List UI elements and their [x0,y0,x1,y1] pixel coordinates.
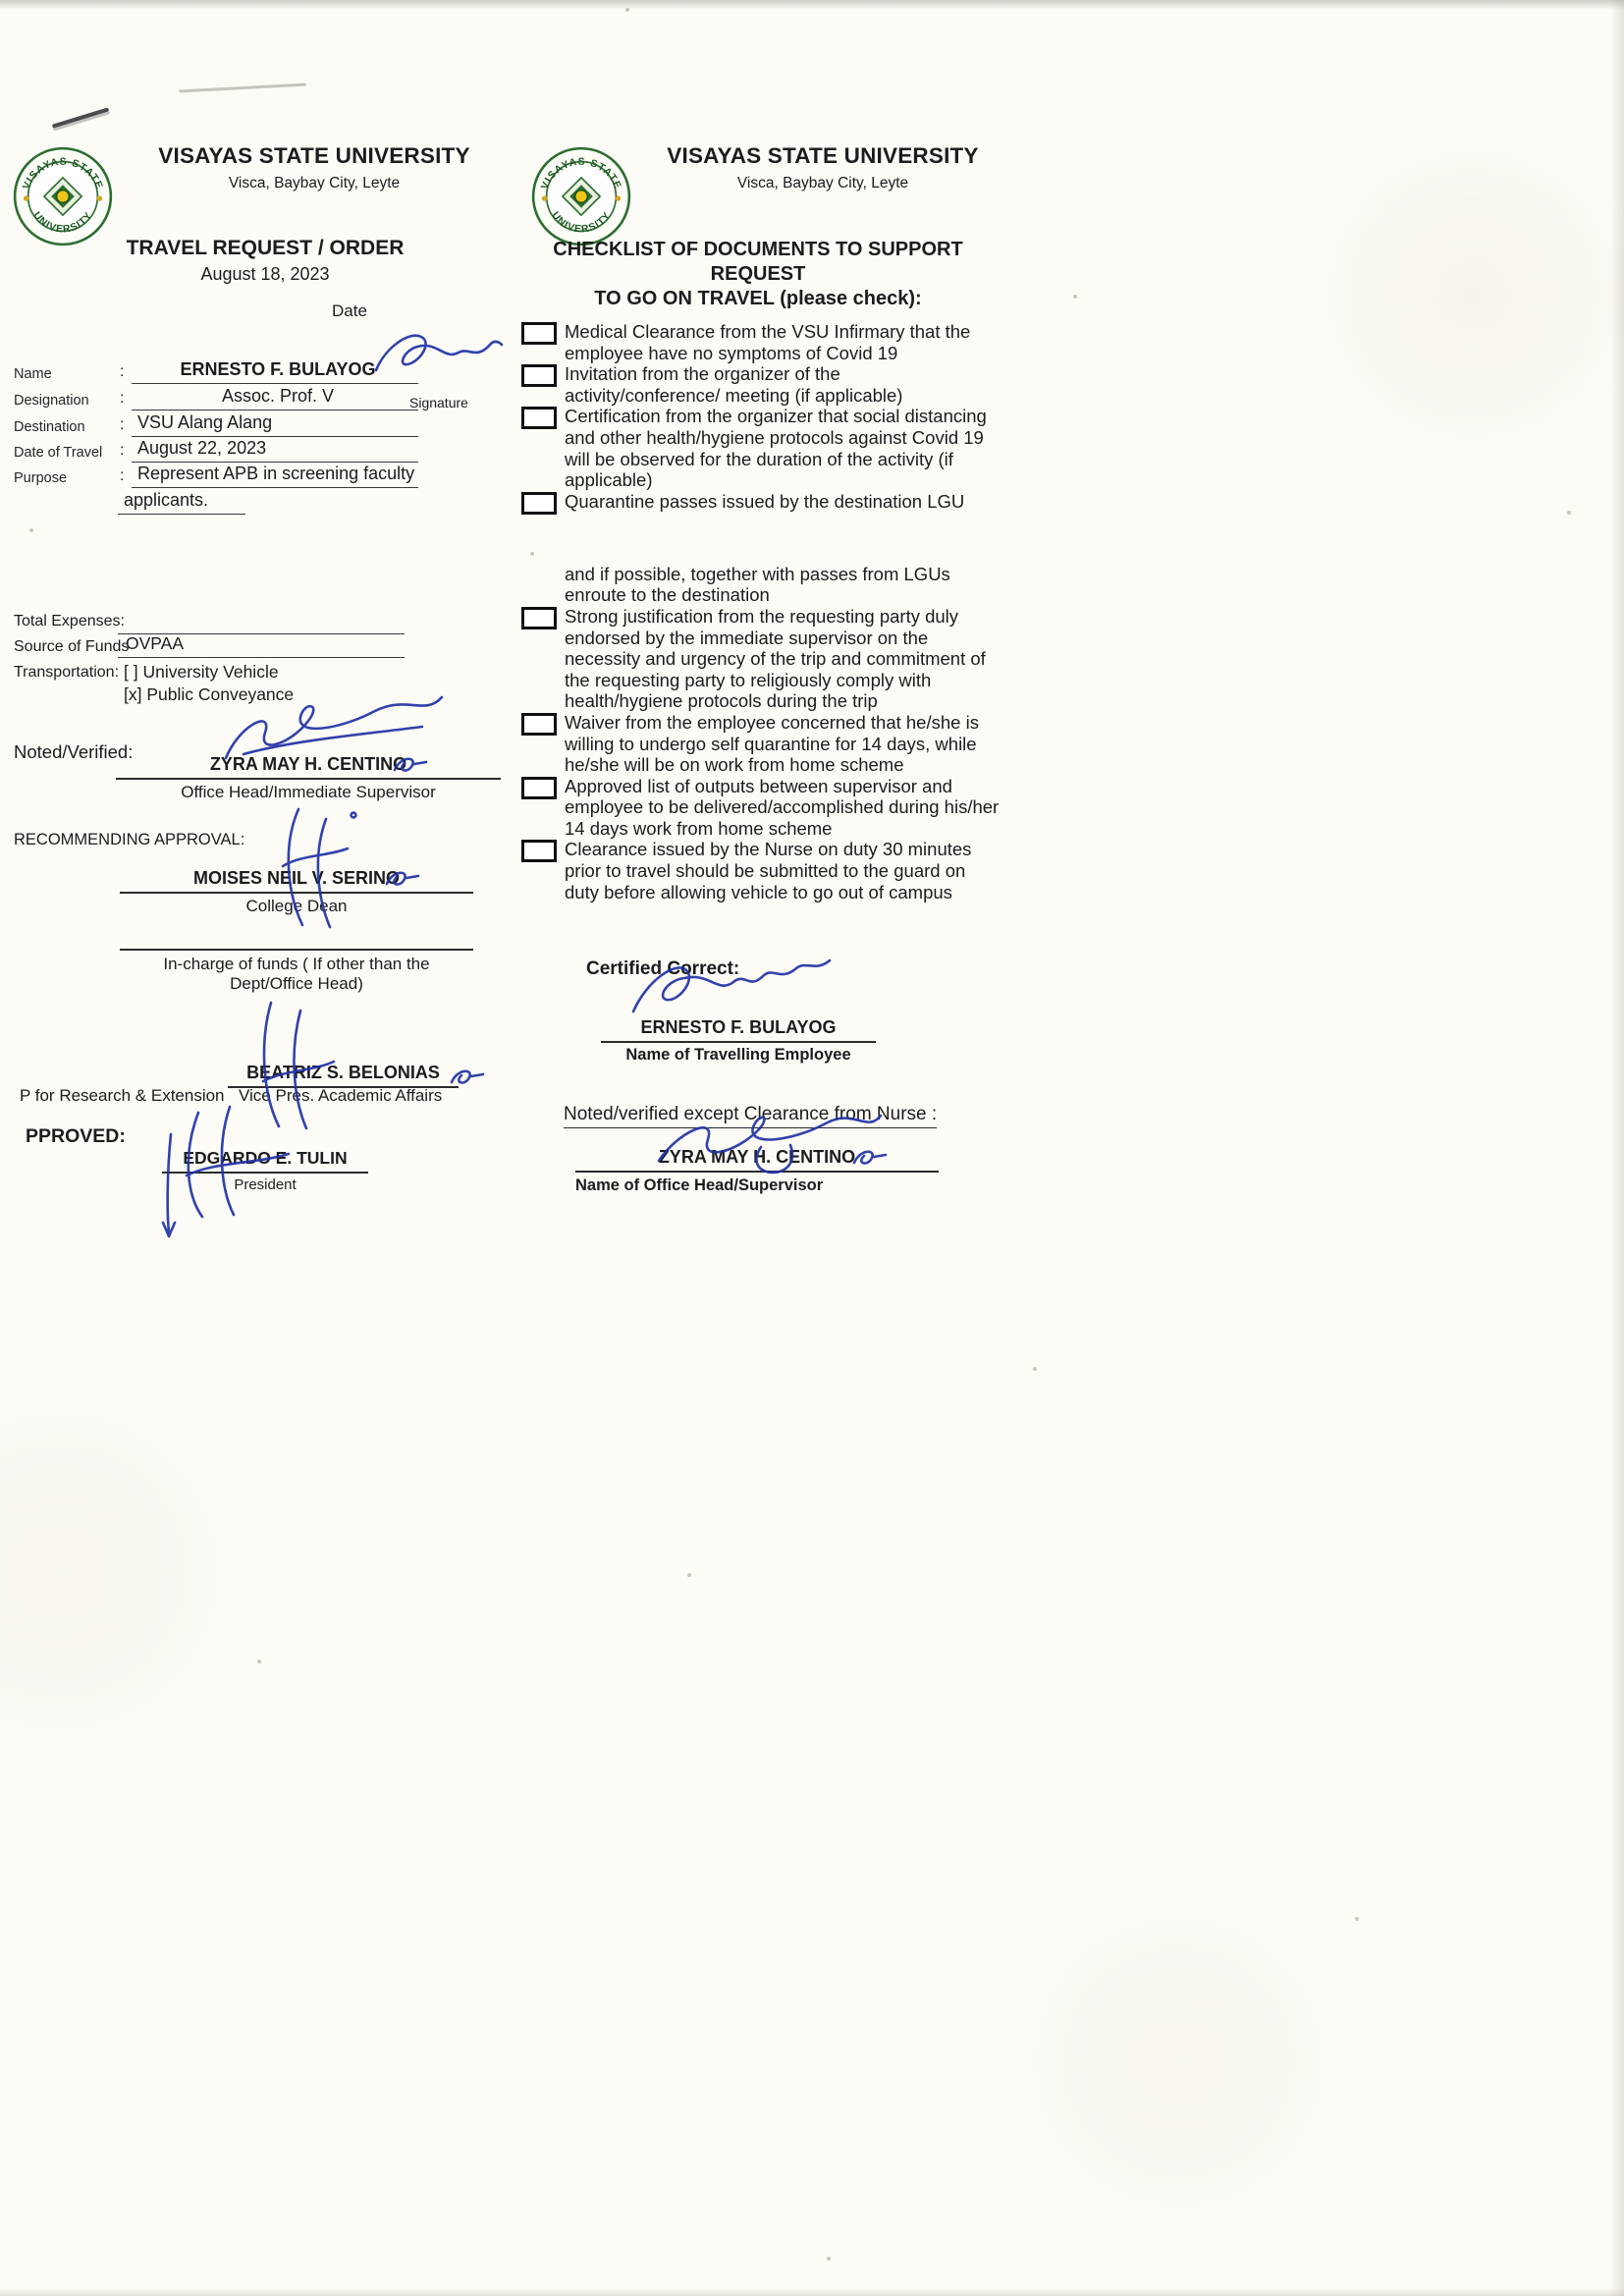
checkbox-unchecked [521,713,557,736]
checkbox-unchecked [521,492,557,515]
supervisor-title: Office Head/Immediate Supervisor [181,783,436,801]
checklist [521,321,1001,902]
incharge-line1: In-charge of funds ( If other than the [163,955,430,973]
field-value-destination: VSU Alang Alang [132,412,418,437]
checklist-title-block [518,238,998,311]
university-address: Visca, Baybay City, Leyte [228,175,401,191]
svg-text:VISAYAS STATE: VISAYAS STATE [21,156,105,191]
checkbox-unchecked [521,840,557,862]
colon: : [120,467,125,484]
incharge-signature-line [120,949,473,951]
total-expenses-label: Total Expenses: [14,613,125,629]
recommending-approval-label: RECOMMENDING APPROVAL: [14,831,245,848]
dean-name: MOISES NEIL V. SERINO [120,868,473,894]
vsu-seal-right-icon [530,145,632,252]
scan-speckle [827,2257,831,2261]
scan-edge-right [1610,0,1624,2296]
university-name: VISAYAS STATE UNIVERSITY [667,143,979,168]
left-header [147,143,481,192]
pen-flourish-icon [850,1145,890,1171]
checklist-item-text: Approved list of outputs between supervisor and employee to be delivered/accomplished during his/her 14 days work from home scheme [565,775,1000,839]
staple-mark [52,107,110,128]
transport-option-university: [ ] University Vehicle [124,662,279,682]
scan-speckle [1355,1917,1359,1921]
signature-tulin [137,1085,353,1247]
checklist-item [521,839,1001,902]
date-label: Date [332,301,367,320]
checkbox-unchecked [521,777,557,799]
field-value-travel-date: August 22, 2023 [132,438,418,463]
checklist-item [521,363,1001,406]
noted-except-label: Noted/verified except Clearance from Nurse : [564,1104,937,1128]
field-value-purpose: Represent APB in screening faculty [132,464,418,488]
scan-speckle [625,8,629,12]
source-label-text: Source of Funds [14,638,130,655]
right-header [656,143,990,192]
incharge-line2: Dept/Office Head) [230,974,363,993]
pen-flourish-icon [391,752,430,778]
office-head-title: Name of Office Head/Supervisor [575,1176,824,1194]
field-row-purpose [14,465,485,492]
colon: : [120,442,125,459]
president-title: President [234,1176,297,1193]
approved-label: PPROVED: [26,1125,126,1147]
source-of-funds-label [14,638,129,656]
svg-text:UNIVERSITY: UNIVERSITY [30,210,95,236]
field-value-name: ERNESTO F. BULAYOG [132,359,418,384]
checklist-title-line1: CHECKLIST OF DOCUMENTS TO SUPPORT REQUEST [553,239,963,285]
university-name: VISAYAS STATE UNIVERSITY [158,143,470,168]
svg-text:VISAYAS STATE: VISAYAS STATE [539,156,623,191]
field-value-purpose-line2: applicants. [118,490,245,515]
pen-flourish-icon [383,866,422,892]
scan-edge-top [0,0,1624,10]
checklist-item [521,491,1001,515]
signature-bulayog-certified [623,943,839,1036]
field-label: Destination [14,419,85,435]
travelling-employee-title: Name of Travelling Employee [625,1046,851,1064]
transportation-label: Transportation: [14,664,120,681]
signature-centino-right [643,1090,889,1188]
field-label: Date of Travel [14,445,103,461]
vp-title: Vice Pres. Academic Affairs [239,1086,443,1105]
checkbox-unchecked [521,607,557,629]
vp-research-extension-label: P for Research & Extension [20,1086,225,1105]
svg-text:UNIVERSITY: UNIVERSITY [549,210,614,236]
checklist-title-line2: TO GO ON TRAVEL (please check): [594,288,922,309]
checklist-item-text: Quarantine passes issued by the destination LGU [565,490,965,512]
checklist-item [521,776,1001,840]
checkbox-unchecked [521,364,557,387]
checkbox-unchecked [521,407,557,429]
form-date: August 18, 2023 [200,264,330,284]
dean-title: College Dean [245,897,348,915]
certified-correct-label: Certified Correct: [586,958,740,979]
university-address: Visca, Baybay City, Leyte [736,175,909,191]
checklist-item [521,321,1001,363]
checklist-continuation [521,564,1001,606]
office-head-name: ZYRA MAY H. CENTINO [575,1147,939,1173]
scan-speckle [29,528,33,532]
checklist-item-text: and if possible, together with passes from LGUs enroute to the destination [565,563,950,606]
scan-edge-bottom [0,2288,1624,2296]
checklist-item-text: Medical Clearance from the VSU Infirmary that the employee have no symptoms of Covid 19 [565,321,971,363]
field-row-travel-date [14,440,485,466]
field-label: Purpose [14,470,68,486]
pen-flourish-icon [448,1065,487,1090]
vp-name: BEATRIZ S. BELONIAS [228,1063,459,1088]
signature-label: Signature [409,395,468,410]
form-title: TRAVEL REQUEST / ORDER [126,237,405,259]
checklist-item-text: Waiver from the employee concerned that he/she is willing to undergo self quarantine for 14 days, while he/she will be on work from home scheme [565,711,979,776]
field-row-destination [14,414,485,441]
checklist-item-text: Clearance issued by the Nurse on duty 30 minutes prior to travel should be submitted to the guard on duty before allowing vehicle to go out of campus [565,839,972,902]
scan-speckle [1073,295,1077,299]
signature-serino [244,797,381,935]
checklist-item-text: Certification from the organizer that social distancing and other health/hygiene protocols against Covid 19 will be observed for the duration of the activity (if applicable) [565,406,987,491]
noted-verified-label: Noted/Verified: [14,741,134,762]
checklist-item [521,712,1001,776]
total-expenses-row [14,613,125,630]
travelling-employee-name: ERNESTO F. BULAYOG [601,1017,876,1043]
colon: : [120,363,125,380]
colon: : [120,416,125,433]
checklist-item-text: Invitation from the organizer of the activity/conference/ meeting (if applicable) [565,363,903,406]
checklist-item-text: Strong justification from the requesting party duly endorsed by the immediate supervisor on the necessity and urgency of the trip and commitment of the requesting party to religiously comply with health/hygiene protocols during the trip [565,605,986,712]
checklist-item [521,606,1001,712]
field-label: Name [14,366,52,382]
scan-speckle [1567,511,1571,515]
signature-bulayog-top [368,319,506,388]
president-name: EDGARDO E. TULIN [162,1148,368,1174]
torn-edge-mark [179,83,306,93]
supervisor-name: ZYRA MAY H. CENTINO [116,754,501,780]
left-title-block [93,237,437,285]
field-value-designation: Assoc. Prof. V [132,386,418,410]
scan-speckle [1033,1367,1037,1371]
transport-option-public: [x] Public Conveyance [124,684,295,704]
total-expenses-blank-line [118,611,405,634]
scan-speckle [687,1573,691,1577]
checkbox-unchecked [521,322,557,345]
checklist-item [521,406,1001,490]
scan-speckle [257,1660,261,1664]
source-of-funds-value: OVPAA [118,633,405,658]
field-label: Designation [14,393,89,409]
colon: : [120,390,125,407]
